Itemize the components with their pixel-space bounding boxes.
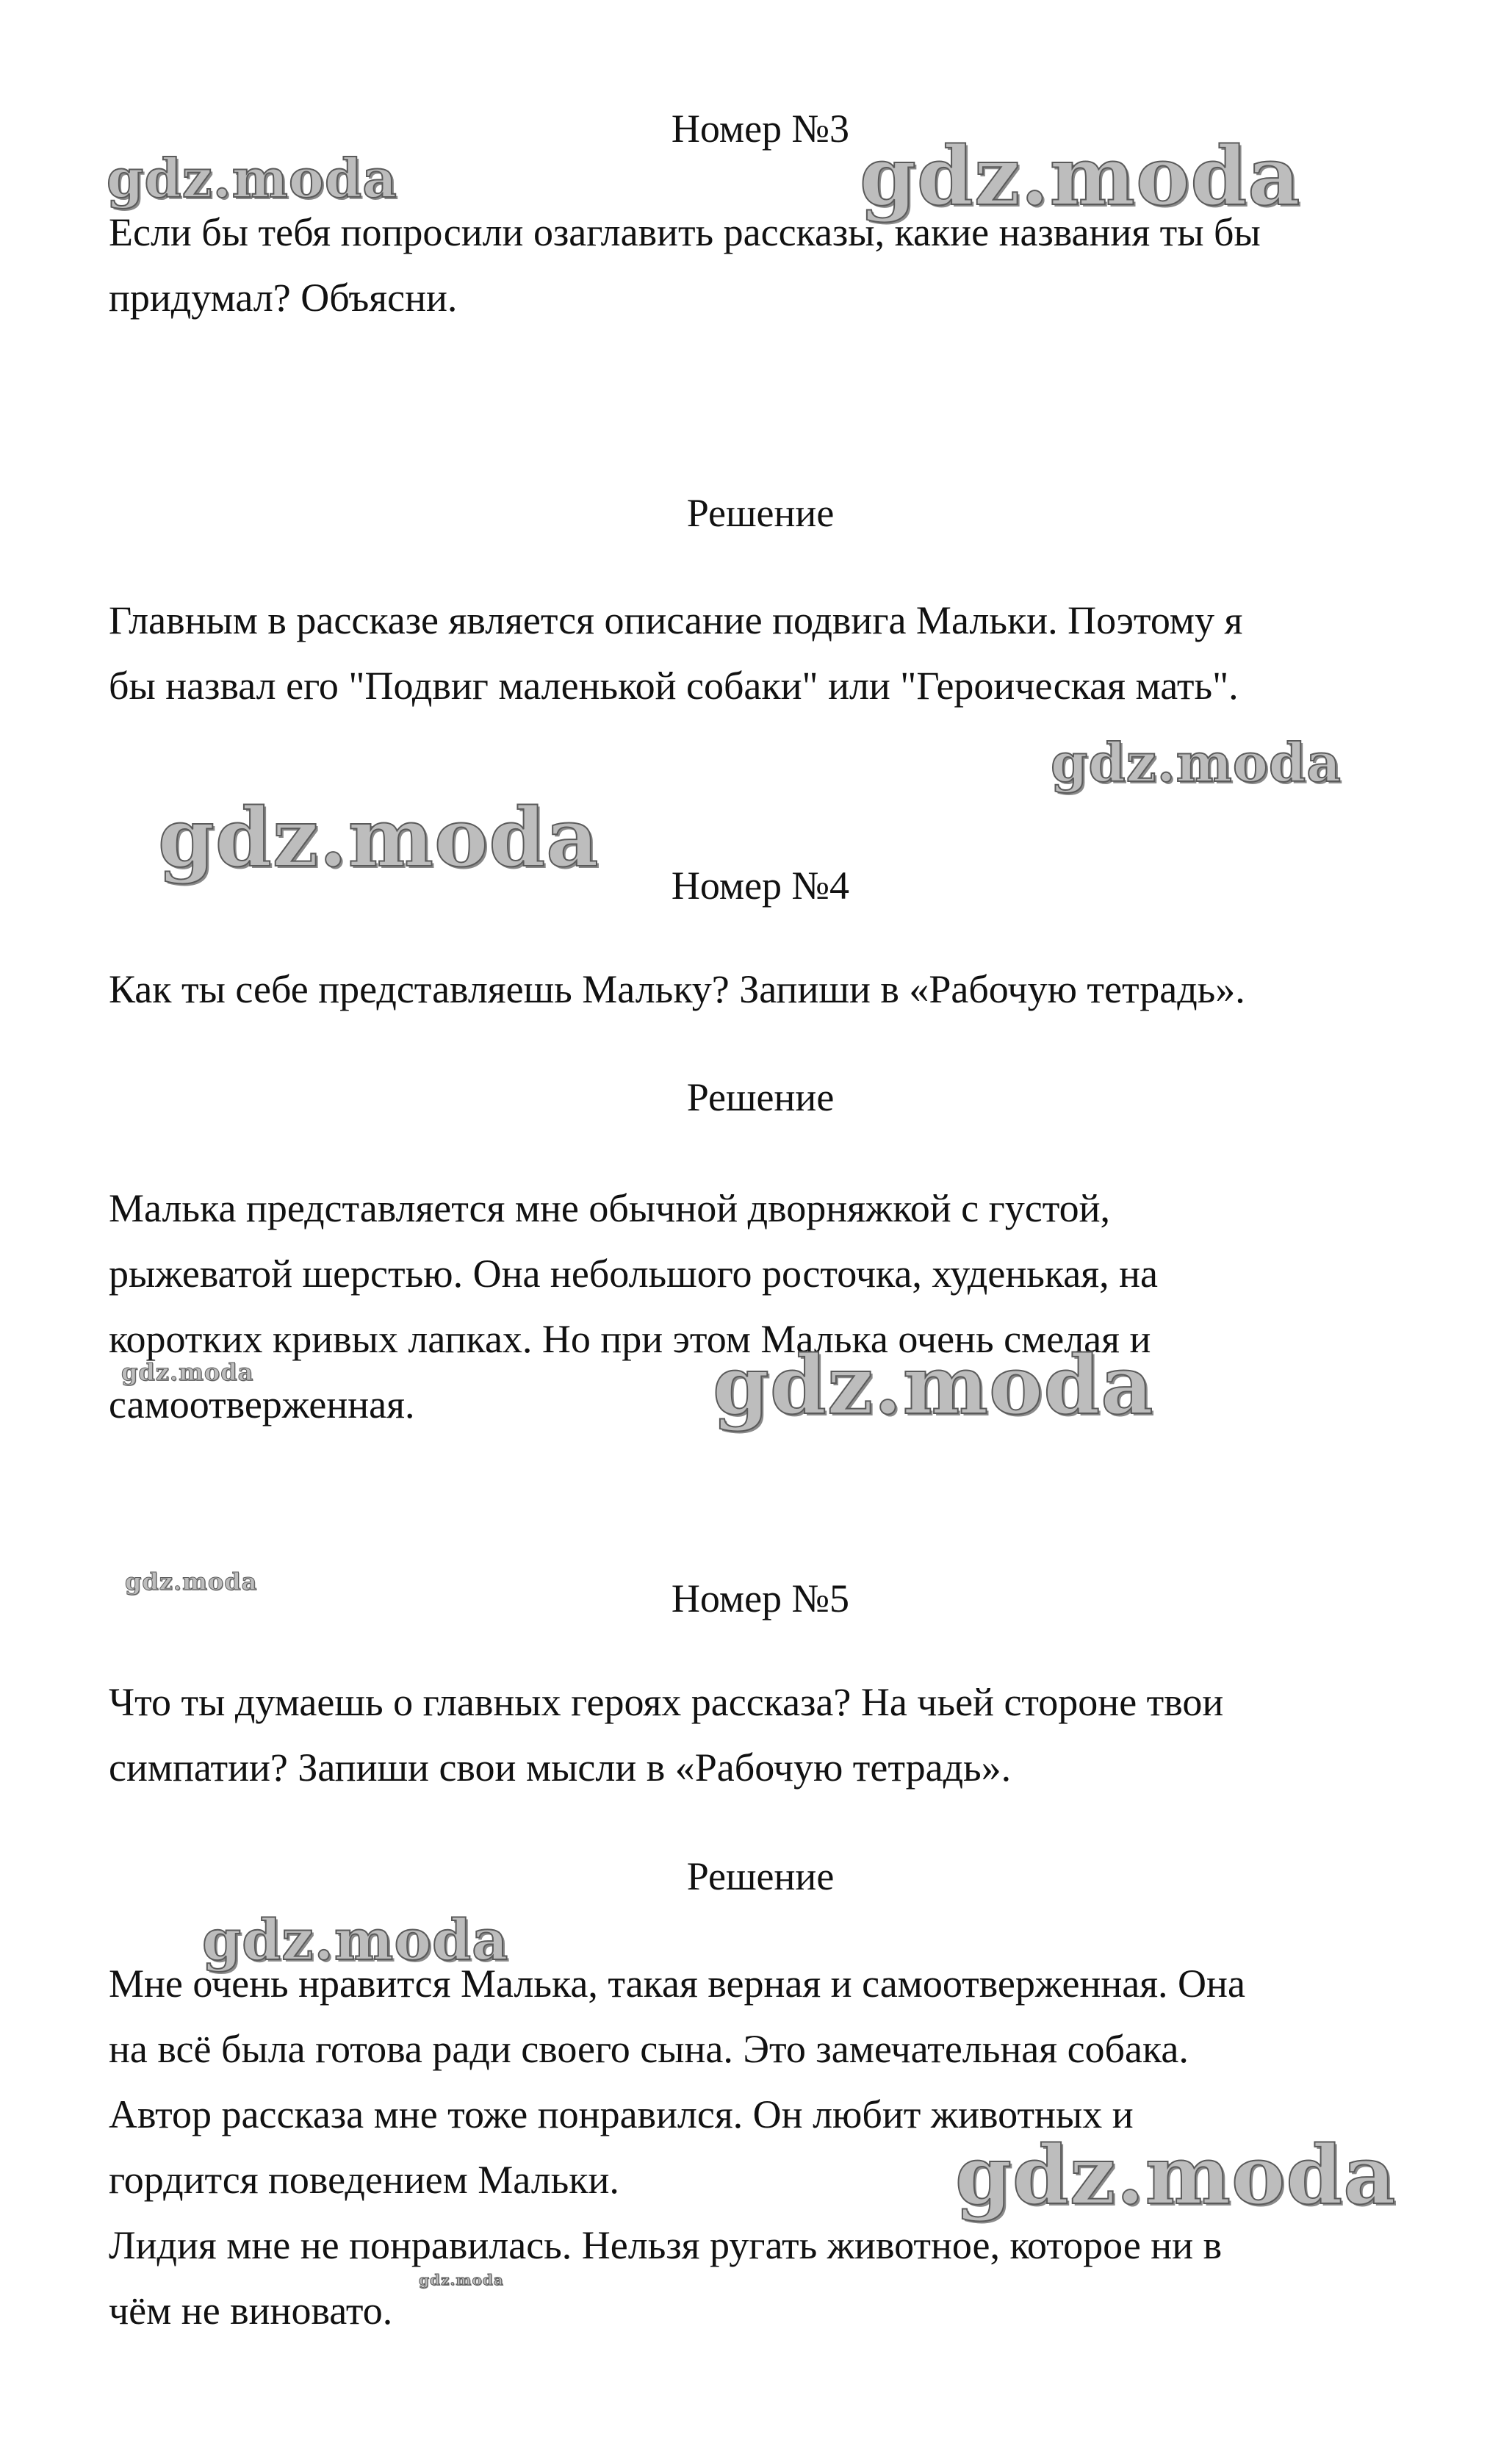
text-line: рыжеватой шерстью. Она небольшого росточка, худенькая, на [109,1252,1158,1296]
watermark: gdz.moda [202,1907,509,1973]
watermark: gdz.moda [955,2128,1397,2222]
text-line: бы назвал его "Подвиг маленькой собаки" или "Героическая мать". [109,664,1239,708]
solution-label-4: Решение [686,1075,835,1119]
text-line: гордится поведением Мальки. [109,2158,619,2202]
watermark: gdz.moda [1051,731,1342,794]
text-line: Лидия мне не понравилась. Нельзя ругать животное, которое ни в [109,2223,1223,2267]
watermark: gdz.moda [419,2271,504,2289]
watermark: gdz.moda [713,1338,1154,1432]
watermark: gdz.moda [125,1568,258,1596]
question-5 [109,1670,1431,1801]
section-heading-4: Номер №4 [671,864,850,908]
watermark: gdz.moda [107,147,397,209]
text-line: коротких кривых лапках. Но при этом Малька очень смелая и [109,1317,1151,1361]
text-line: придумал? Объясни. [109,276,458,320]
text-line: Автор рассказа мне тоже понравился. Он любит животных и [109,2092,1134,2136]
text-line: на всё была готова ради своего сына. Это замечательная собака. [109,2027,1189,2071]
solution-label-3: Решение [686,491,835,535]
text-line: Как ты себе представляешь Мальку? Запиши в «Рабочую тетрадь». [109,967,1245,1011]
text-line: симпатии? Запиши свои мысли в «Рабочую тетрадь». [109,1745,1012,1790]
section-heading-5: Номер №5 [671,1576,850,1621]
text-line: Мне очень нравится Малька, такая верная и самоотверженная. Она [109,1962,1245,2006]
text-line: Если бы тебя попросили озаглавить рассказы, какие названия ты бы [109,210,1261,254]
text-line: Что ты думаешь о главных героях рассказа? На чьей стороне твои [109,1680,1224,1724]
answer-3 [109,588,1431,719]
text-line: Главным в рассказе является описание подвига Мальки. Поэтому я [109,598,1243,642]
text-line: самоотверженная. [109,1382,415,1426]
watermark: gdz.moda [121,1358,254,1386]
watermark: gdz.moda [860,129,1301,223]
text-line: Малька представляется мне обычной дворняжкой с густой, [109,1186,1110,1230]
solution-label-5: Решение [686,1854,835,1898]
question-4 [109,957,1431,1022]
text-line: чём не виновато. [109,2289,393,2333]
section-heading-3: Номер №3 [671,107,850,151]
watermark: gdz.moda [158,790,600,885]
